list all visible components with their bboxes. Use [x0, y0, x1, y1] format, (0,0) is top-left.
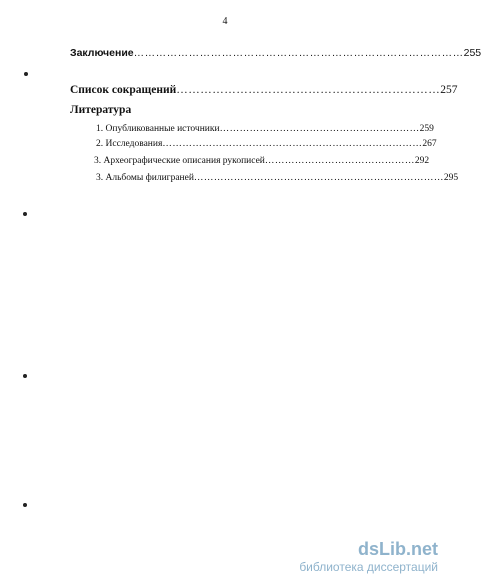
toc-literature-item-1: [96, 124, 434, 134]
toc-leader-dots: ……………………………………………………………………: [162, 139, 423, 149]
toc-leader-dots: ………………………………………………………………………………: [133, 47, 464, 59]
toc-entry-label: 1. Опубликованные источники: [96, 124, 220, 134]
watermark-logo: dsLib.net: [358, 539, 438, 559]
page-number: 4: [222, 16, 228, 27]
toc-literature-item-2: [96, 139, 437, 149]
toc-entry-page: 292: [414, 156, 430, 166]
toc-entry-label: Список сокращений: [70, 84, 177, 96]
toc-leader-dots: ………………………………………: [264, 156, 415, 166]
toc-entry-page: 295: [443, 173, 459, 183]
site-watermark: [299, 540, 438, 574]
toc-leader-dots: …………………………………………………………………: [193, 173, 444, 183]
watermark-subtitle: библиотека диссертаций: [299, 560, 438, 574]
literature-heading: Литература: [70, 104, 132, 116]
toc-entry-label: 2. Исследования: [96, 139, 163, 149]
toc-leader-dots: ……………………………………………………: [219, 124, 420, 134]
toc-literature-item-3: [94, 156, 430, 166]
toc-entry-label: 3. Археографические описания рукописей: [94, 156, 265, 166]
scan-mark-dot: [23, 212, 27, 216]
toc-entry-abbreviations: [70, 84, 458, 96]
scan-mark-dot: [24, 72, 28, 76]
toc-entry-page: 255: [463, 47, 481, 59]
toc-literature-item-4: [96, 173, 459, 183]
toc-leader-dots: …………………………………………………………: [176, 84, 441, 96]
toc-entry-conclusion: [70, 47, 481, 59]
toc-entry-page: 267: [422, 139, 437, 149]
toc-entry-label: Заключение: [70, 47, 134, 59]
scan-mark-dot: [23, 503, 27, 507]
toc-entry-page: 257: [440, 84, 458, 96]
scan-mark-dot: [23, 374, 27, 378]
toc-entry-page: 259: [419, 124, 434, 134]
toc-entry-label: 3. Альбомы филиграней: [96, 173, 194, 183]
